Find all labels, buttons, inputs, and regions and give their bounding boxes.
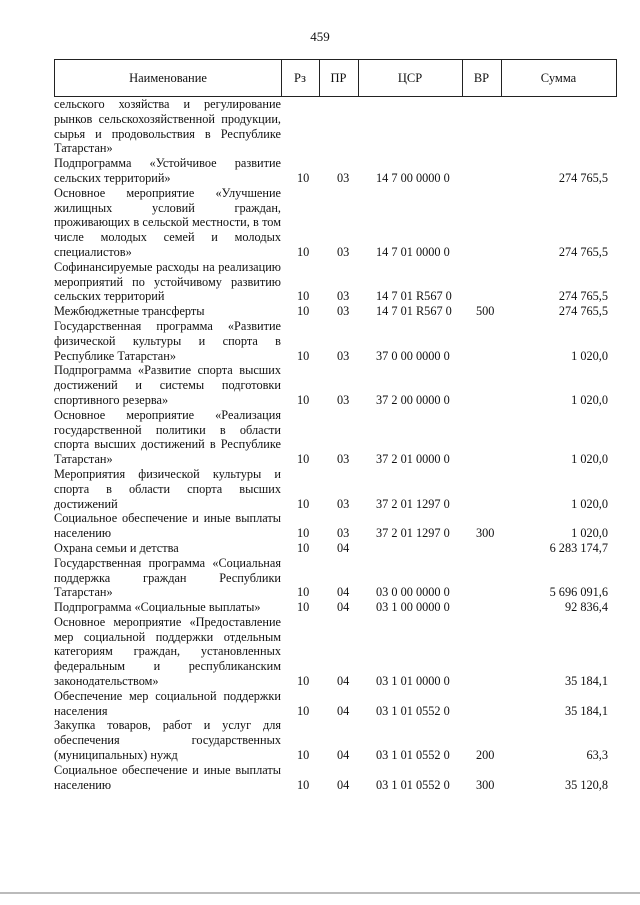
row-pr: 04 <box>337 600 350 615</box>
row-csr: 37 2 01 1297 0 <box>376 496 450 511</box>
row-sum: 1 020,0 <box>571 452 608 467</box>
row-sum: 1 020,0 <box>571 392 608 407</box>
row-vr: 200 <box>476 748 495 763</box>
row-sum: 274 765,5 <box>558 304 608 319</box>
row-name: Охрана семьи и детства <box>54 540 179 555</box>
row-rz: 10 <box>297 748 310 763</box>
header-sum: Сумма <box>540 71 577 85</box>
row-csr: 03 1 01 0552 0 <box>376 777 450 792</box>
page-bottom-edge <box>0 892 640 894</box>
row-sum: 274 765,5 <box>558 289 608 304</box>
table-row <box>54 511 617 541</box>
row-rz: 10 <box>297 496 310 511</box>
row-rz: 10 <box>297 392 310 407</box>
row-rz: 10 <box>297 348 310 363</box>
row-name: Основное мероприятие «Реализация государственной политики в области спорта высших достижений в Республике Татарстан» <box>54 407 281 467</box>
row-pr: 04 <box>337 540 350 555</box>
row-rz: 10 <box>297 777 310 792</box>
row-rz: 10 <box>297 540 310 555</box>
row-csr: 37 2 01 0000 0 <box>376 452 450 467</box>
table-row <box>54 304 617 319</box>
row-pr: 03 <box>337 452 350 467</box>
table-row <box>54 363 617 407</box>
row-csr: 37 2 00 0000 0 <box>376 392 450 407</box>
row-rz: 10 <box>297 452 310 467</box>
row-pr: 03 <box>337 392 350 407</box>
page-number: 459 <box>310 29 330 44</box>
row-pr: 04 <box>337 674 350 689</box>
budget-table <box>54 59 617 792</box>
row-name: сельского хозяйства и регулирование рынков сельскохозяйственной продукции, сырья и продовольствия в Республике Татарстан» <box>54 97 281 156</box>
row-name: Государственная программа «Социальная поддержка граждан Республики Татарстан» <box>54 555 281 600</box>
table-row <box>54 541 617 556</box>
row-rz: 10 <box>297 674 310 689</box>
row-pr: 03 <box>337 348 350 363</box>
row-name: Подпрограмма «Развитие спорта высших достижений и системы подготовки спортивного резерва» <box>54 363 281 407</box>
row-name: Социальное обеспечение и иные выплаты населению <box>54 762 281 792</box>
row-csr: 37 2 01 1297 0 <box>376 526 450 541</box>
row-name: Софинансируемые расходы на реализацию мероприятий по устойчивому развитию сельских территорий <box>54 259 281 304</box>
row-csr: 03 1 00 0000 0 <box>376 600 450 615</box>
row-pr: 04 <box>337 748 350 763</box>
row-pr: 03 <box>337 304 350 319</box>
row-name: Государственная программа «Развитие физической культуры и спорта в Республике Татарстан» <box>54 318 281 363</box>
row-sum: 63,3 <box>586 748 608 763</box>
row-sum: 6 283 174,7 <box>549 540 608 555</box>
row-pr: 04 <box>337 703 350 718</box>
row-rz: 10 <box>297 703 310 718</box>
row-vr: 300 <box>476 526 495 541</box>
row-pr: 04 <box>337 777 350 792</box>
row-sum: 274 765,5 <box>558 244 608 259</box>
row-pr: 03 <box>337 496 350 511</box>
row-pr: 03 <box>337 170 350 185</box>
table-row <box>54 718 617 762</box>
row-name: Обеспечение мер социальной поддержки населения <box>54 688 281 718</box>
row-rz: 10 <box>297 304 310 319</box>
row-name: Подпрограмма «Устойчивое развитие сельских территорий» <box>54 156 281 185</box>
row-csr: 14 7 01 R567 0 <box>376 289 452 304</box>
row-csr: 03 1 01 0552 0 <box>376 748 450 763</box>
row-csr: 37 0 00 0000 0 <box>376 348 450 363</box>
table-row <box>54 689 617 719</box>
header-name: Наименование <box>129 71 207 85</box>
header-csr: ЦСР <box>397 71 423 85</box>
table-header <box>54 59 617 97</box>
table-row <box>54 97 617 156</box>
row-pr: 03 <box>337 244 350 259</box>
row-csr: 14 7 00 0000 0 <box>376 170 450 185</box>
row-name: Закупка товаров, работ и услуг для обеспечения государственных (муниципальных) нужд <box>54 718 281 763</box>
table-row <box>54 615 617 689</box>
row-csr: 03 1 01 0552 0 <box>376 703 450 718</box>
row-sum: 1 020,0 <box>571 526 608 541</box>
row-rz: 10 <box>297 585 310 600</box>
table-row <box>54 763 617 793</box>
row-sum: 92 836,4 <box>564 600 608 615</box>
row-name: Мероприятия физической культуры и спорта в области спорта высших достижений <box>54 466 281 511</box>
table-row <box>54 408 617 467</box>
row-csr: 03 1 01 0000 0 <box>376 674 450 689</box>
row-vr: 500 <box>476 304 495 319</box>
row-csr: 14 7 01 0000 0 <box>376 244 450 259</box>
table-row <box>54 600 617 615</box>
row-pr: 04 <box>337 585 350 600</box>
row-csr: 14 7 01 R567 0 <box>376 304 452 319</box>
row-name: Социальное обеспечение и иные выплаты населению <box>54 511 281 541</box>
header-rz: Рз <box>294 71 306 85</box>
row-pr: 03 <box>337 526 350 541</box>
row-sum: 5 696 091,6 <box>549 585 608 600</box>
row-rz: 10 <box>297 170 310 185</box>
row-name: Основное мероприятие «Улучшение жилищных условий граждан, проживающих в сельской местности, в том числе молодых семей и молодых специалистов» <box>54 185 281 259</box>
table-row <box>54 319 617 363</box>
table-row <box>54 556 617 600</box>
row-rz: 10 <box>297 244 310 259</box>
row-sum: 274 765,5 <box>558 170 608 185</box>
row-rz: 10 <box>297 526 310 541</box>
row-name: Межбюджетные трансферты <box>54 304 205 319</box>
row-vr: 300 <box>476 777 495 792</box>
row-sum: 35 184,1 <box>564 703 608 718</box>
header-pr: ПР <box>330 71 347 85</box>
row-sum: 1 020,0 <box>571 348 608 363</box>
row-name: Подпрограмма «Социальные выплаты» <box>54 600 261 615</box>
row-rz: 10 <box>297 600 310 615</box>
table-row <box>54 186 617 260</box>
row-name: Основное мероприятие «Предоставление мер социальной поддержки отдельным категориям граждан, установленных федеральным и республиканским законодательством» <box>54 614 281 689</box>
row-rz: 10 <box>297 289 310 304</box>
header-vr: ВР <box>473 71 490 85</box>
row-sum: 35 184,1 <box>564 674 608 689</box>
row-csr: 03 0 00 0000 0 <box>376 585 450 600</box>
row-sum: 1 020,0 <box>571 496 608 511</box>
row-pr: 03 <box>337 289 350 304</box>
table-row <box>54 467 617 511</box>
table-row <box>54 260 617 304</box>
table-row <box>54 156 617 186</box>
row-sum: 35 120,8 <box>564 777 608 792</box>
